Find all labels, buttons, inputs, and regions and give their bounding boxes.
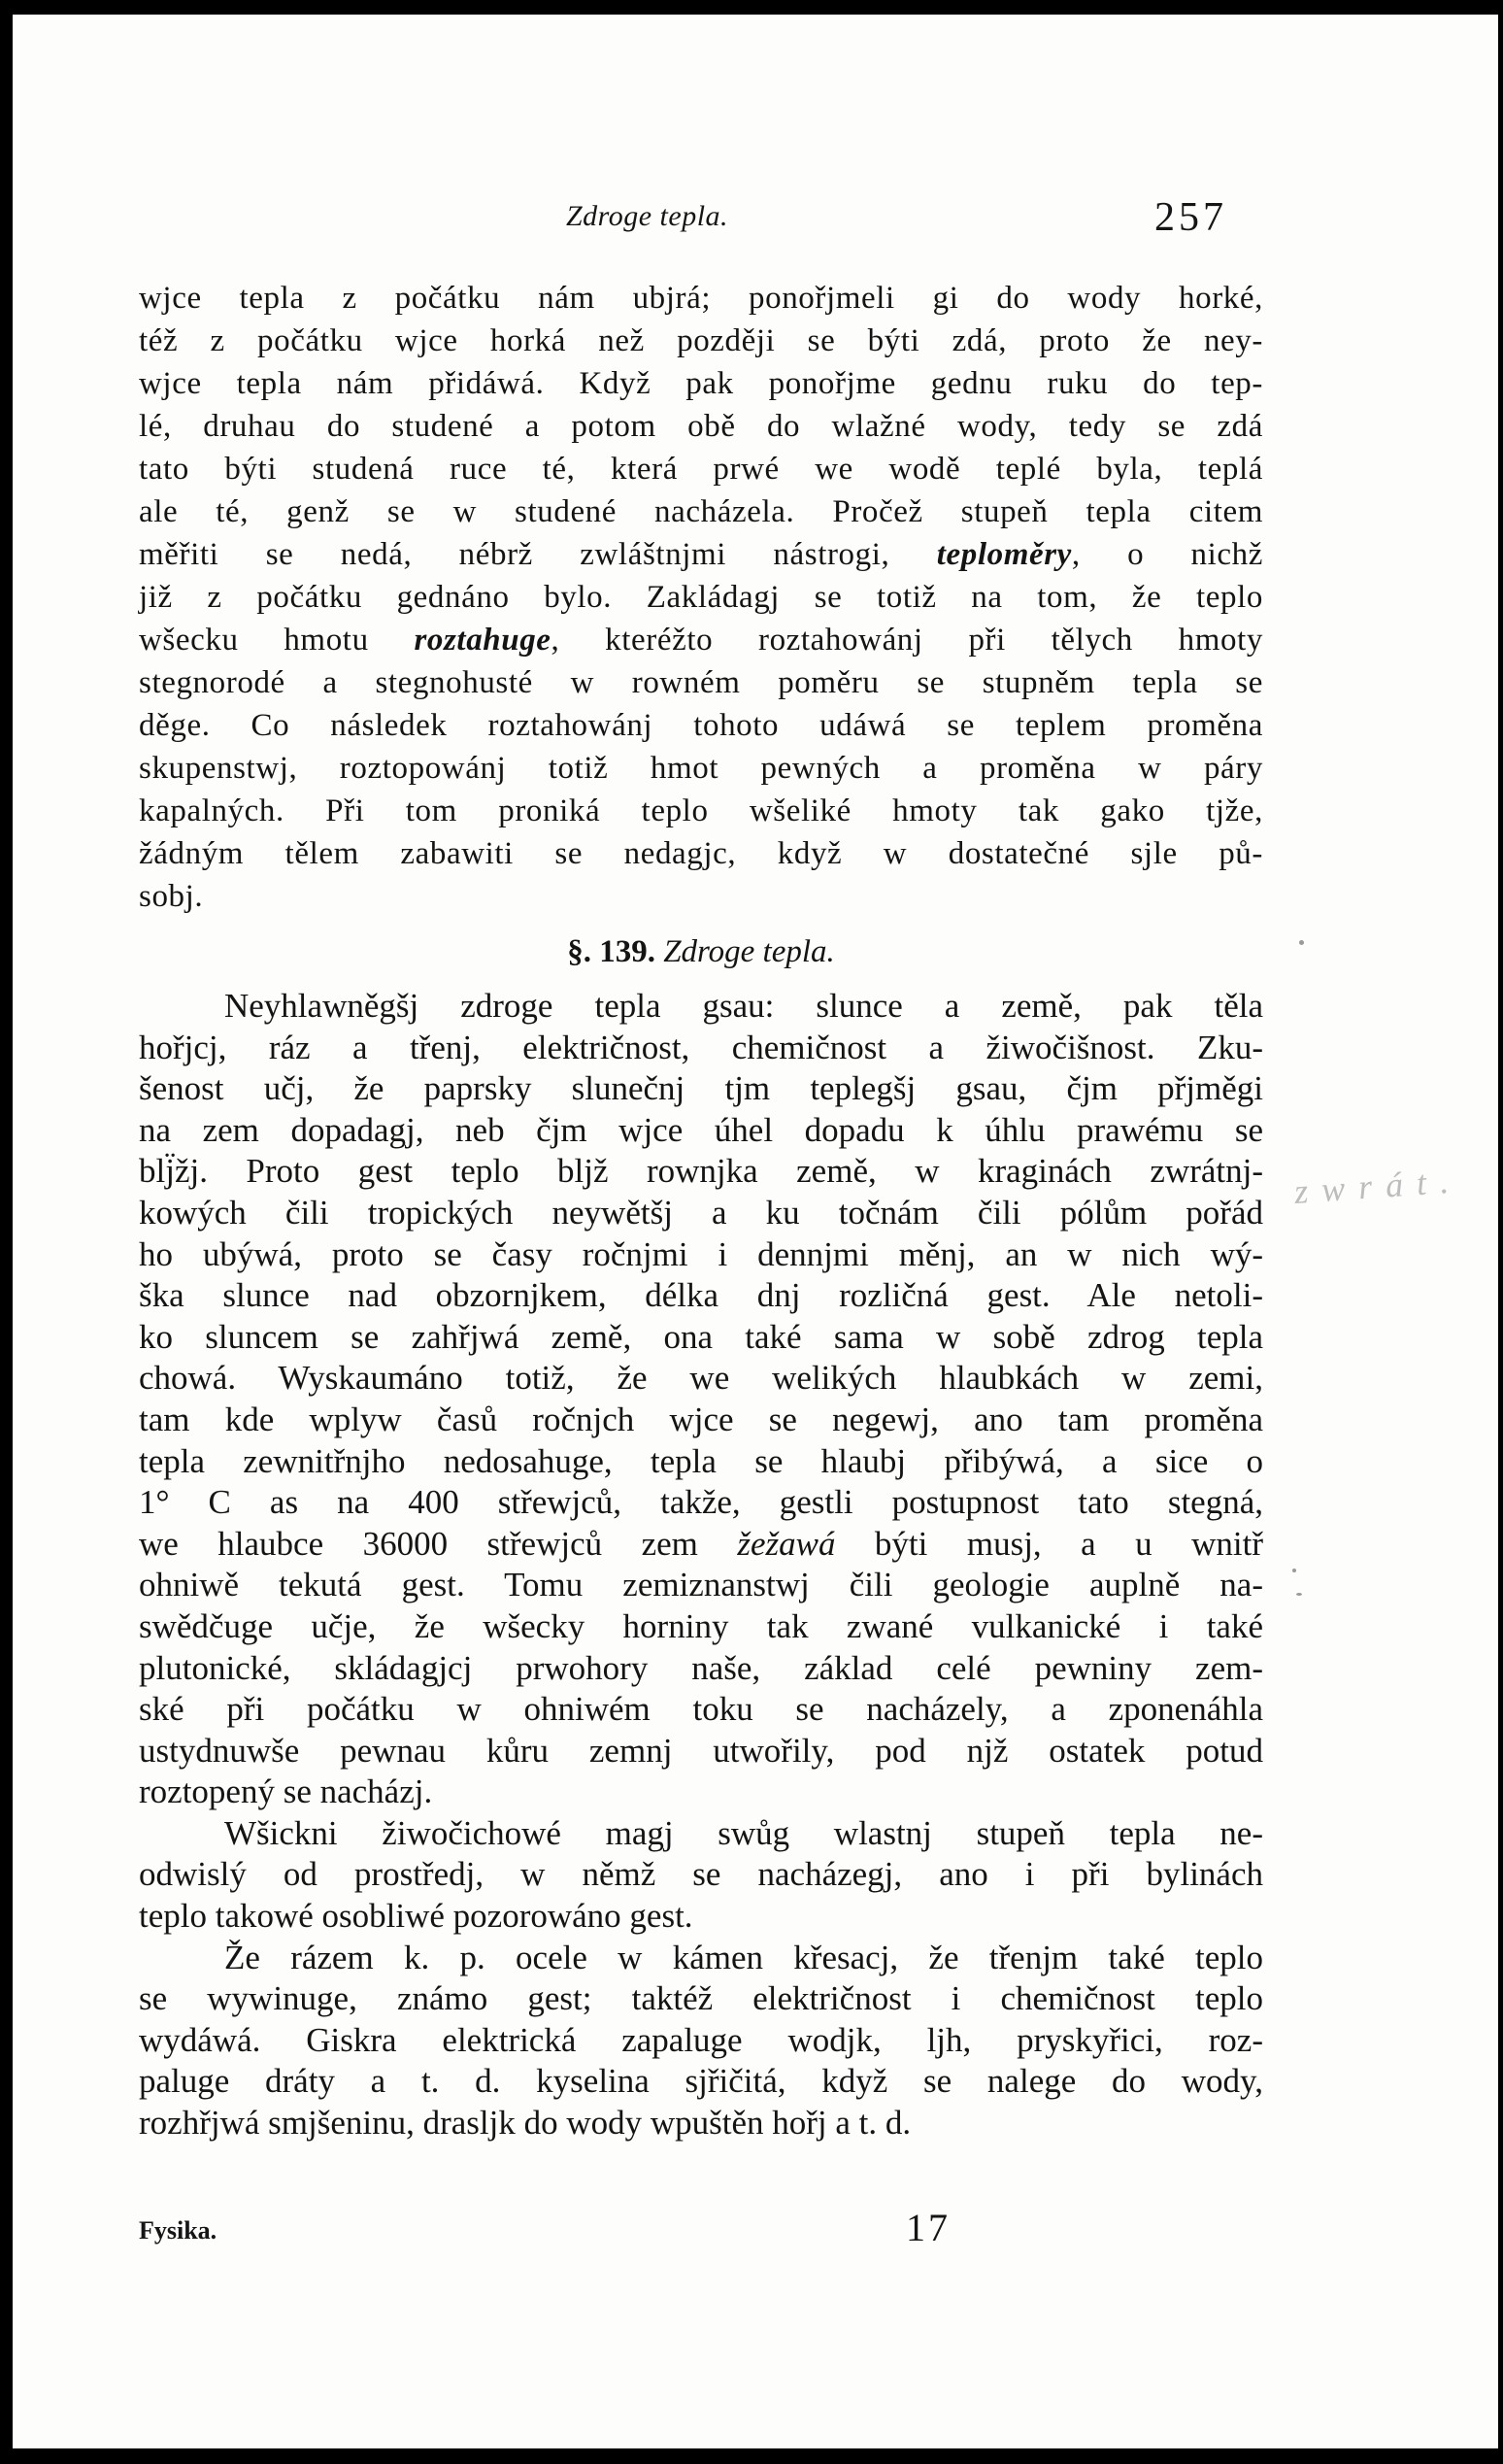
text-line: na zem dopadagj, neb čjm wjce úhel dopadu k úhlu prawému se [139, 1110, 1263, 1149]
text-line: roztopený se nacházj. [139, 1772, 433, 1811]
text-line: tepla zewnitřnjho nedosahuge, tepla se hlaubj přibýwá, a sice o [139, 1441, 1263, 1480]
text-line: žádným tělem zabawiti se nedagjc, když w dostatečné sjle pů- [139, 836, 1263, 871]
text-line: kapalných. Při tom proniká teplo wšeliké hmoty tak gako tjže, [139, 793, 1263, 828]
text-line [139, 533, 1263, 576]
paragraph-friction-heat [139, 1938, 1263, 2144]
page-header [13, 194, 1498, 253]
text-line: ohniwě tekutá gest. Tomu zemiznanstwj čili geologie auplně na- [139, 1566, 1263, 1604]
text-line: Neyhlawněgšj zdroge tepla gsau: slunce a země, pak těla [224, 987, 1263, 1025]
text-line: ustydnuwše pewnau kůru zemnj utwořily, pod njž ostatek potud [139, 1731, 1263, 1770]
text-line: ské při počátku w ohniwém toku se nacházely, a zponenáhla [139, 1690, 1263, 1729]
section-number: §. 139. [567, 934, 655, 969]
text-line [139, 1524, 1263, 1566]
text-line: též z počátku wjce horká než později se býti zdá, proto že ney- [139, 323, 1263, 358]
text-line: ho ubýwá, proto se časy ročnjmi i dennjmi měnj, an w nich wý- [139, 1234, 1263, 1273]
text-line: rozhřjwá smjšeninu, drasljk do wody wpuštěn hořj a t. d. [139, 2104, 912, 2143]
text-segment: wšecku hmotu [139, 623, 369, 658]
text-line: wjce tepla z počátku nám ubjrá; ponořjmeli gi do wody horké, [139, 281, 1263, 316]
text-line: ška slunce nad obzornjkem, délka dnj rozličná gest. Ale netoli- [139, 1276, 1263, 1315]
text-line: šenost učj, že paprsky slunečnj tjm teplegšj gsau, čjm přjměgi [139, 1069, 1263, 1108]
text-line: paluge dráty a t. d. kyselina sjřičitá, když se nalege do wody, [139, 2062, 1263, 2101]
text-line: ale té, genž se w studené nacházela. Pročež stupeň tepla citem [139, 494, 1263, 529]
text-line: děge. Co následek roztahowánj tohoto udáwá se teplem proměna [139, 708, 1263, 743]
paragraph-animal-heat [139, 1813, 1263, 1938]
text-line: kowých čili tropických neywětšj a ku točnám čili pólům pořád [139, 1193, 1263, 1232]
text-line: skupenstwj, roztopowánj totiž hmot pewných a proměna w páry [139, 751, 1263, 786]
text-line: blj̈žj. Proto gest teplo bljž rownjka země, w kraginách zwrátnj- [139, 1152, 1263, 1191]
running-title: Zdroge tepla. [566, 200, 729, 232]
text-line: odwislý od prostředj, w němž se nacházegj, ano i při bylinách [139, 1855, 1263, 1894]
page-number: 257 [1154, 195, 1227, 240]
page-footer [13, 2205, 1498, 2253]
text-line: Wšickni žiwočichowé magj swůg wlastnj stupeň tepla ne- [224, 1813, 1263, 1852]
margin-annotation: zwrát. [1292, 1161, 1464, 1211]
paragraph-continued [139, 277, 1263, 918]
emphasized-term: žežawá [737, 1524, 836, 1563]
paragraph-sources-of-heat [139, 986, 1263, 1813]
text-line: stegnorodé a stegnohusté w rowném poměru se stupněm tepla se [139, 665, 1263, 700]
text-line: již z počátku gednáno bylo. Zakládagj se totiž na tom, že teplo [139, 580, 1263, 615]
text-segment: , o nichž [1071, 537, 1263, 572]
text-line: chowá. Wyskaumáno totiž, že we welikých hlaubkách w zemi, [139, 1359, 1263, 1398]
text-line: 1° C as na 400 střewjců, takže, gestli postupnost tato stegná, [139, 1483, 1263, 1522]
section-body [139, 986, 1263, 2144]
text-line [139, 619, 1263, 661]
text-segment: , kteréžto roztahowánj při tělych hmoty [551, 623, 1263, 658]
text-segment: we hlaubce 36000 střewjců zem [139, 1524, 698, 1563]
text-line: hořjcj, ráz a třenj, električnost, chemičnost a žiwočišnost. Zku- [139, 1028, 1263, 1066]
text-segment: měřiti se nedá, nébrž zwláštnjmi nástrogi, [139, 537, 890, 572]
text-line: wydáwá. Giskra elektrická zapaluge wodjk, ljh, pryskyřici, roz- [139, 2020, 1263, 2059]
emphasized-term: roztahuge [414, 623, 551, 658]
text-line: teplo takowé osobliwé pozorowáno gest. [139, 1897, 693, 1936]
section-heading [139, 918, 1263, 986]
text-line: se wywinuge, známo gest; taktéž električnost i chemičnost teplo [139, 1979, 1263, 2018]
book-page [13, 15, 1498, 2448]
text-line: lé, druhau do studené a potom obě do wlažné wody, tedy se zdá [139, 409, 1263, 444]
text-line: swědčuge učje, že wšecky horniny tak zwané vulkanické i také [139, 1606, 1263, 1645]
ink-speck [1292, 1569, 1296, 1572]
emphasized-term: teploměry [936, 537, 1072, 572]
text-line: tam kde wplyw časů ročnjch wjce se negewj, ano tam proměna [139, 1400, 1263, 1438]
ink-speck [1299, 940, 1304, 945]
text-line: tato býti studená ruce té, která prwé we wodě teplé byla, teplá [139, 452, 1263, 487]
section-title: Zdroge tepla. [663, 934, 835, 969]
text-line: sobj. [139, 879, 204, 914]
text-segment: býti musj, a u wnitř [835, 1524, 1263, 1563]
text-line: wjce tepla nám přidáwá. Když pak ponořjme gednu ruku do tep- [139, 366, 1263, 401]
ink-speck [1296, 1593, 1302, 1596]
sheet-number: 17 [906, 2206, 951, 2249]
body-text [139, 277, 1263, 2144]
text-line: plutonické, skládagjcj prwohory naše, základ celé pewniny zem- [139, 1648, 1263, 1687]
text-line: ko sluncem se zahřjwá země, ona také sama w sobě zdrog tepla [139, 1317, 1263, 1356]
text-line: Že rázem k. p. ocele w kámen křesacj, že třenjm také teplo [224, 1938, 1263, 1976]
signature-mark: Fysika. [139, 2216, 217, 2245]
